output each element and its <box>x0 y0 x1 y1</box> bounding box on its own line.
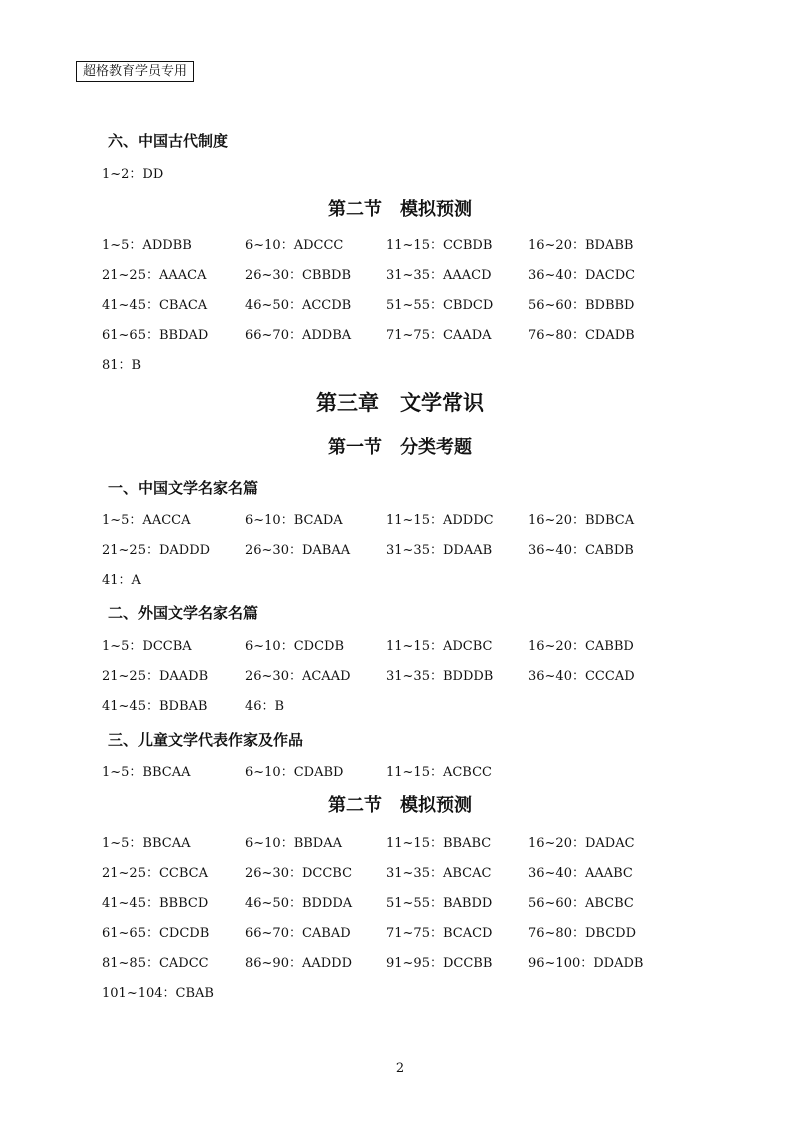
answer-item: 31~35：BDDDB <box>386 669 494 684</box>
answer-row <box>0 326 800 346</box>
answer-item: 16~20：BDBCA <box>528 513 635 528</box>
section-title-mock-test-2: 第二节 模拟预测 <box>328 795 472 816</box>
page-number: 2 <box>395 1061 405 1076</box>
heading-childrens-literature: 三、儿童文学代表作家及作品 <box>108 731 304 749</box>
answer-item: 81~85：CADCC <box>102 956 209 971</box>
answer-item: 36~40：CCCAD <box>528 669 635 684</box>
answer-row <box>0 541 800 561</box>
chapter-title-literature: 第三章 文学常识 <box>316 390 484 415</box>
answer-item: 81：B <box>102 358 142 373</box>
answer-item: 61~65：CDCDB <box>102 926 210 941</box>
answer-item: 31~35：DDAAB <box>386 543 493 558</box>
answer-item: 41~45：BBBCD <box>102 896 209 911</box>
answer-item: 56~60：BDBBD <box>528 298 635 313</box>
answer-row <box>0 511 800 531</box>
answer-item: 91~95：DCCBB <box>386 956 493 971</box>
answer-item: 21~25：DADDD <box>102 543 211 558</box>
heading-ancient-institutions: 六、中国古代制度 <box>108 132 229 150</box>
heading-foreign-literature: 二、外国文学名家名篇 <box>108 604 259 622</box>
answer-row <box>0 697 800 717</box>
answer-row <box>0 637 800 657</box>
answer-item: 1~5：DCCBA <box>102 639 192 654</box>
answer-row <box>0 763 800 783</box>
answer-item: 26~30：DCCBC <box>245 866 353 881</box>
heading-chinese-literature: 一、中国文学名家名篇 <box>108 479 259 497</box>
answer-row <box>0 834 800 854</box>
answer-item: 41：A <box>102 573 141 588</box>
answer-item: 76~80：CDADB <box>528 328 635 343</box>
answer-row <box>0 924 800 944</box>
answer-item: 11~15：ADDDC <box>386 513 494 528</box>
answer-item: 16~20：BDABB <box>528 238 634 253</box>
answer-item: 66~70：CABAD <box>245 926 351 941</box>
answer-row <box>0 954 800 974</box>
answer-item: 6~10：CDABD <box>245 765 344 780</box>
answer-row <box>0 984 800 1004</box>
answer-item: 6~10：BCADA <box>245 513 343 528</box>
answer-item: 101~104：CBAB <box>102 986 214 1001</box>
section-title-classified: 第一节 分类考题 <box>328 437 472 458</box>
answer-item: 21~25：DAADB <box>102 669 209 684</box>
answer-item: 71~75：CAADA <box>386 328 492 343</box>
answer-item: 46~50：BDDDA <box>245 896 353 911</box>
answer-item: 21~25：CCBCA <box>102 866 208 881</box>
answer-row <box>0 667 800 687</box>
answer-row <box>0 894 800 914</box>
answer-row <box>0 296 800 316</box>
student-use-stamp: 超格教育学员专用 <box>76 61 194 82</box>
answer-item: 11~15：CCBDB <box>386 238 493 253</box>
answer-item: 11~15：ACBCC <box>386 765 492 780</box>
answer-row <box>0 236 800 256</box>
answer-item: 16~20：CABBD <box>528 639 634 654</box>
section-title-mock-test: 第二节 模拟预测 <box>328 199 472 220</box>
answer-row <box>0 165 800 185</box>
answer-row <box>0 266 800 286</box>
answer-item: 51~55：BABDD <box>386 896 493 911</box>
answer-item: 31~35：AAACD <box>386 268 492 283</box>
answer-item: 21~25：AAACA <box>102 268 207 283</box>
answer-item: 36~40：CABDB <box>528 543 634 558</box>
answer-item: 76~80：DBCDD <box>528 926 636 941</box>
answer-item: 6~10：BBDAA <box>245 836 343 851</box>
answer-item: 51~55：CBDCD <box>386 298 494 313</box>
answer-item: 1~5：AACCA <box>102 513 191 528</box>
answer-item: 46：B <box>245 699 285 714</box>
answer-item: 61~65：BBDAD <box>102 328 209 343</box>
answer-item: 86~90：AADDD <box>245 956 353 971</box>
answer-item: 11~15：BBABC <box>386 836 492 851</box>
answer-item: 1~2：DD <box>102 167 164 182</box>
answer-item: 96~100：DDADB <box>528 956 644 971</box>
answer-row <box>0 571 800 591</box>
answer-item: 1~5：ADDBB <box>102 238 192 253</box>
answer-item: 71~75：BCACD <box>386 926 493 941</box>
answer-item: 26~30：CBBDB <box>245 268 352 283</box>
answer-item: 31~35：ABCAC <box>386 866 492 881</box>
answer-item: 6~10：CDCDB <box>245 639 344 654</box>
answer-item: 36~40：DACDC <box>528 268 636 283</box>
answer-item: 16~20：DADAC <box>528 836 635 851</box>
answer-item: 56~60：ABCBC <box>528 896 634 911</box>
answer-item: 26~30：ACAAD <box>245 669 351 684</box>
answer-item: 1~5：BBCAA <box>102 836 191 851</box>
answer-item: 46~50：ACCDB <box>245 298 352 313</box>
answer-row <box>0 356 800 376</box>
answer-item: 41~45：BDBAB <box>102 699 208 714</box>
answer-item: 1~5：BBCAA <box>102 765 191 780</box>
answer-item: 6~10：ADCCC <box>245 238 344 253</box>
answer-item: 66~70：ADDBA <box>245 328 352 343</box>
answer-item: 41~45：CBACA <box>102 298 208 313</box>
answer-item: 26~30：DABAA <box>245 543 351 558</box>
answer-item: 11~15：ADCBC <box>386 639 493 654</box>
answer-item: 36~40：AAABC <box>528 866 633 881</box>
answer-row <box>0 864 800 884</box>
